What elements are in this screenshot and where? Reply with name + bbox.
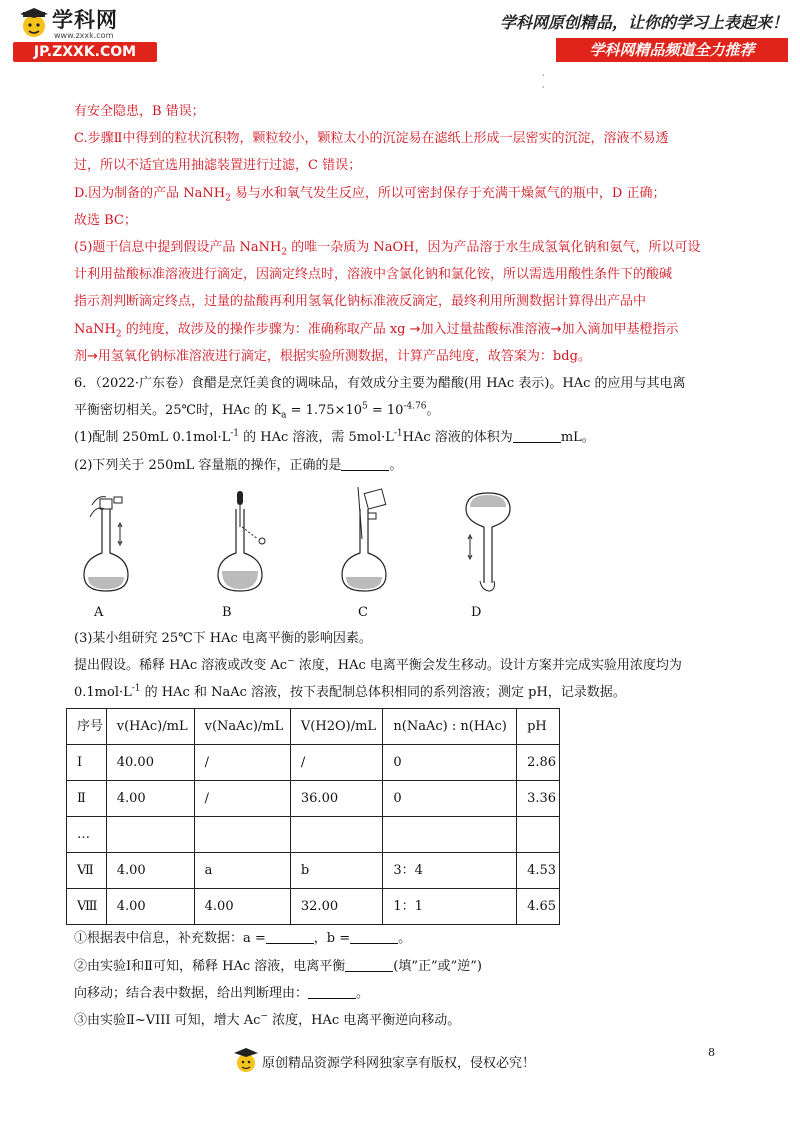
table-cell: 4.00	[106, 853, 194, 889]
table-cell: Ⅰ	[67, 745, 107, 781]
answer-blank[interactable]	[266, 929, 314, 944]
page-content	[74, 98, 734, 1034]
table-row	[67, 745, 560, 781]
table-cell: /	[290, 745, 383, 781]
table-cell: 1：1	[383, 889, 517, 925]
table-cell: 4.00	[106, 781, 194, 817]
table-cell: 4.00	[106, 889, 194, 925]
answer-line: 剂→用氢氧化钠标准溶液进行滴定，根据实验所测数据，计算产品纯度，故答案为：bdg。	[74, 348, 591, 364]
table-cell: 0	[383, 781, 517, 817]
table-cell: 4.53	[517, 853, 560, 889]
figure-label-b: B	[222, 604, 232, 620]
answer-line: 有安全隐患，B 错误；	[74, 104, 205, 119]
answer-blank[interactable]	[513, 428, 561, 443]
table-header: n(NaAc) : n(HAc)	[383, 709, 517, 745]
table-cell: /	[194, 745, 290, 781]
table-cell: Ⅷ	[67, 889, 107, 925]
table-cell: 4.00	[194, 889, 290, 925]
flask-b-icon	[212, 487, 268, 597]
table-cell	[290, 817, 383, 853]
table-cell	[194, 817, 290, 853]
subquestion-2-cont: 向移动；结合表中数据，给出判断理由： 。	[74, 985, 370, 1001]
table-cell: Ⅶ	[67, 853, 107, 889]
table-row	[67, 781, 560, 817]
table-cell: 36.00	[290, 781, 383, 817]
table-row	[67, 853, 560, 889]
header-slogan: 学科网原创精品，让你的学习上表起来！	[499, 13, 788, 32]
question-part-2: (2)下列关于 250mL 容量瓶的操作，正确的是 。	[74, 457, 403, 473]
mascot-icon	[232, 1046, 260, 1076]
answer-line: C.步骤Ⅱ中得到的粒状沉积物，颗粒较小，颗粒太小的沉淀易在滤纸上形成一层密实的沉淀，溶液不易透	[74, 131, 669, 147]
figure-label-c: C	[358, 604, 368, 620]
table-cell: 0	[383, 745, 517, 781]
table-cell: …	[67, 817, 107, 853]
table-header: V(H2O)/mL	[290, 709, 383, 745]
flask-a-icon	[76, 487, 132, 597]
table-cell	[383, 817, 517, 853]
logo-domain[interactable]: JP.ZXXK.COM	[13, 42, 157, 62]
question-intro: 平衡密切相关。25℃时，HAc 的 $K_a = 1.75\times 10^5 = 10^{-4.76}$。	[74, 401, 440, 421]
table-row	[67, 817, 560, 853]
table-cell: 40.00	[106, 745, 194, 781]
answer-blank[interactable]	[350, 929, 398, 944]
table-header: v(HAc)/mL	[106, 709, 194, 745]
answer-blank[interactable]	[341, 456, 389, 471]
flask-c-icon	[336, 487, 392, 597]
arrow-icon: →	[87, 348, 98, 364]
table-cell: /	[194, 781, 290, 817]
table-row	[67, 889, 560, 925]
table-cell	[106, 817, 194, 853]
subquestion-3: ③由实验Ⅱ~VIII 可知，增大 Ac− 浓度，HAc 电离平衡逆向移动。	[74, 1011, 461, 1029]
table-header: 序号	[67, 709, 107, 745]
answer-line: 过，所以不适宜选用抽滤装置进行过滤，C 错误；	[74, 158, 362, 174]
figure-label-a: A	[94, 604, 104, 620]
question-part-3: (3)某小组研究 25℃下 HAc 电离平衡的影响因素。	[74, 630, 372, 646]
footer-text: 原创精品资源学科网独家享有版权，侵权必究！	[262, 1056, 536, 1071]
arrow-icon: →	[550, 321, 562, 337]
figure-label-d: D	[471, 604, 482, 620]
logo-name: 学科网	[52, 8, 118, 32]
answer-blank[interactable]	[345, 957, 393, 972]
subquestion-1: ①根据表中信息，补充数据：a = ，b = 。	[74, 931, 412, 947]
page-number: 8	[708, 1046, 715, 1059]
question-intro: 6．（2022·广东卷）食醋是烹饪美食的调味品，有效成分主要为醋酸(用 HAc 表示)。HAc 的应用与其电离	[74, 376, 686, 392]
hypothesis-line: $0.1mol\cdot L^{-1}$ 的 HAc 和 NaAc 溶液，按下表配制总体积相同的系列溶液；测定 pH，记录数据。	[74, 683, 626, 701]
table-cell: b	[290, 853, 383, 889]
table-cell	[517, 817, 560, 853]
subquestion-2: ②由实验Ⅰ和Ⅱ可知，稀释 HAc 溶液，电离平衡 (填”正”或”逆”)	[74, 958, 482, 974]
table-header: v(NaAc)/mL	[194, 709, 290, 745]
dot-marks: · ·	[542, 71, 545, 92]
logo-domain-small: www.zxxk.com	[54, 31, 114, 40]
header-banner[interactable]: 学科网精品频道全力推荐	[556, 38, 788, 62]
data-table	[66, 708, 560, 925]
hypothesis-line: 提出假设。稀释 HAc 溶液或改变 Ac− 浓度，HAc 电离平衡会发生移动。设计方案并完成实验用浓度均为	[74, 656, 682, 674]
answer-line: NaNH$_2$ 的纯度，故涉及的操作步骤为：准确称取产品 xg →加入过量盐酸标准溶液→加入滴加甲基橙指示	[74, 321, 679, 340]
answer-line: 计利用盐酸标准溶液进行滴定，因滴定终点时，溶液中含氯化钠和氯化铵，所以需选用酸性条件下的酸碱	[74, 267, 673, 283]
flask-d-icon	[460, 487, 516, 597]
table-cell: 3：4	[383, 853, 517, 889]
table-cell: 4.65	[517, 889, 560, 925]
flask-figure	[74, 487, 574, 621]
table-cell: Ⅱ	[67, 781, 107, 817]
page-header	[0, 0, 800, 92]
table-cell: 32.00	[290, 889, 383, 925]
answer-blank[interactable]	[308, 984, 356, 999]
table-cell: 2.86	[517, 745, 560, 781]
answer-line: 故选 BC；	[74, 212, 137, 228]
arrow-icon: →	[409, 321, 421, 337]
table-cell: a	[194, 853, 290, 889]
table-header-row	[67, 709, 560, 745]
question-part-1: (1)配制 250mL $0.1mol\cdot L^{-1}$ 的 HAc 溶液，需 $5mol\cdot L^{-1}HAc$ 溶液的体积为 mL。	[74, 429, 595, 446]
logo-mascot-icon	[16, 6, 52, 42]
table-header: pH	[517, 709, 560, 745]
answer-line: 指示剂判断滴定终点，过量的盐酸再利用氢氧化钠标准液反滴定，最终利用所测数据计算得出产品中	[74, 294, 647, 310]
answer-line: D.因为制备的产品 NaNH$_2$ 易与水和氧气发生反应，所以可密封保存于充满干燥氮气的瓶中，D 正确；	[74, 185, 666, 204]
answer-line: (5)题干信息中提到假设产品 NaNH$_2$ 的唯一杂质为 NaOH，因为产品溶于水生成氢氧化钠和氨气，所以可设	[74, 240, 701, 258]
table-cell: 3.36	[517, 781, 560, 817]
